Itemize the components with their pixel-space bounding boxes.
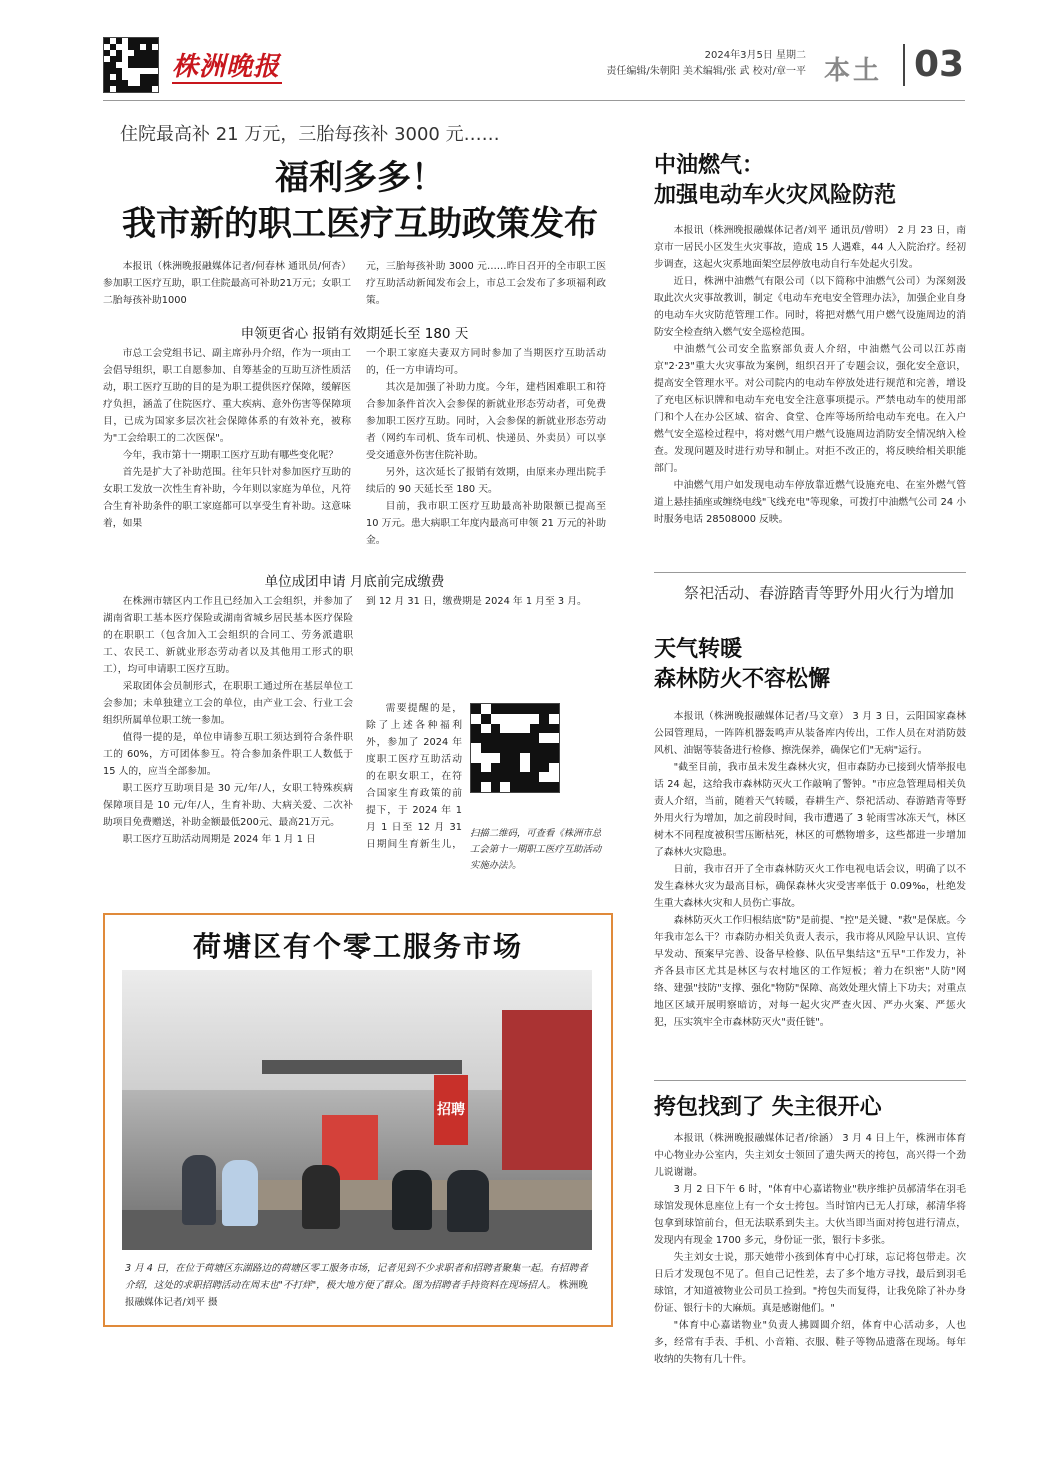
policy-qr-code[interactable] bbox=[470, 703, 560, 793]
qr-module bbox=[500, 743, 510, 753]
sec2-right-narrow: 需要提醒的是，除了上述各种福利外，参加了 2024 年度职工医疗互助活动的在职女职工，在符合国家生育政策的前提下，于 2024 年 1 月 1 日至 12 月 31 日期间生育新生儿， bbox=[366, 703, 462, 850]
fire-story-rule bbox=[654, 572, 966, 573]
qr-module bbox=[152, 86, 158, 92]
qr-module bbox=[481, 772, 491, 782]
qr-caption: 扫描二维码，可查看《株洲市总工会第十一期职工医疗互助活动实施办法》。 bbox=[470, 828, 602, 871]
qr-module bbox=[481, 753, 491, 763]
qr-module bbox=[510, 724, 520, 734]
sec1-right-column: 一个职工家庭夫妻双方同时参加了当期医疗互助活动的，任一方申请均可。 其次是加强了补助力度。今年，建档困难职工和符合参加条件首次入会参保的新就业形态劳动者，可免费参加职工医疗互助。同时，入会参保的新就业形态劳动者（网约车司机、货车司机、快递员、外卖员）可以享受交通意外伤害住院补助。 另外，这次延长了报销有效期，由原来办理出院手续后的 90 天延长至 180 天。 目前，我市职工医疗互助最高补助限额已提高至 10 万元。患大病职工年度内最高可申领 21 万元的补助金。 bbox=[366, 348, 607, 546]
qr-module bbox=[530, 743, 540, 753]
qr-module bbox=[539, 733, 549, 743]
qr-module bbox=[530, 782, 540, 792]
main-lead-right: 元，三胎每孩补助 3000 元……昨日召开的全市职工医疗互助活动新闻发布会上，市总工会发布了多项福利政策。 bbox=[366, 261, 606, 306]
qr-module bbox=[491, 733, 501, 743]
recruit-sign: 招聘 bbox=[434, 1075, 468, 1145]
masthead-rule bbox=[103, 100, 965, 101]
qr-module bbox=[549, 753, 559, 763]
qr-module bbox=[539, 753, 549, 763]
qr-module bbox=[500, 704, 510, 714]
qr-module bbox=[510, 772, 520, 782]
bag-body: 本报讯（株洲晚报融媒体记者/徐涵） 3 月 4 日上午，株洲市体育中心物业办公室内，失主刘女士领回了遗失两天的挎包，高兴得一个劲儿说谢谢。 3 月 2 日下午 6 时，"体育中心嘉诺物业"秩序维护员郝清华在羽毛球馆发现休息座位上有一个女士挎包。当时馆内已无人打球，郝清华将包拿到球馆前台，但无法联系到失主。大伙当即当面对挎包进行清点，发现内有现金 1700 多元，身份证一张，银行卡多张。 失主刘女士说，那天她带小孩到体育中心打球，忘记将包带走。次日后才发现包不见了。但自己记性差，去了多个地方寻找，最后到羽毛球馆，才知道被物业公司员工捡到。"挎包失而复得，让我免除了补办身份证、银行卡的大麻烦。真是感谢他们。" "体育中心嘉诺物业"负责人拂圆圆介绍，体育中心活动多，人也多，经常有手表、手机、小音箱、衣服、鞋子等物品遗落在现场。每年收纳的失物有几十件。 bbox=[654, 1133, 966, 1365]
qr-module bbox=[530, 733, 540, 743]
person-4 bbox=[392, 1170, 432, 1230]
qr-module bbox=[471, 724, 481, 734]
qr-module bbox=[520, 753, 530, 763]
qr-module bbox=[530, 714, 540, 724]
qr-module bbox=[520, 704, 530, 714]
qr-module bbox=[481, 724, 491, 734]
gas-body: 本报讯（株洲晚报融媒体记者/刘平 通讯员/曾明） 2 月 23 日，南京市一居民小区发生火灾事故，造成 15 人遇难，44 人入院治疗。经初步调查，这起火灾系地面架空层停放电动自行车处起火引发。 近日，株洲中油燃气有限公司（以下简称中油燃气公司）为深刻汲取此次火灾事故教训，制定《电动车充电安全管理办法》，加强企业自身的电动车火灾防范管理工作。同时，将把对燃气用户燃气设施周边的消防安全检查纳入燃气安全巡检范围。 中油燃气公司安全监察部负责人介绍，中油燃气公司以江苏南京"2·23"重大火灾事故为案例，组织召开了专题会议，强化安全意识，提高安全管理水平。对公司院内的电动车停放处进行规范和完善，增设了充电区标识牌和电动车充电安全注意事项提示。严禁电动车的使用部门和个人在办公区域、宿舍、食堂、仓库等场所给电动车充电。在入户燃气安全巡检过程中，将对燃气用户燃气设施周边消防安全情况纳入检查。发现问题及时进行劝导和制止。对拒不改正的，将反映给相关职能部门。 中油燃气用户如发现电动车停放靠近燃气设施充电、在室外燃气管道上悬挂插座或缠绕电线"飞线充电"等现象，可拨打中油燃气公司 24 小时服务电话 28508000 反映。 bbox=[654, 225, 966, 525]
photo-shelter-roof bbox=[262, 1060, 462, 1074]
qr-module bbox=[539, 724, 549, 734]
qr-module bbox=[539, 782, 549, 792]
qr-module bbox=[481, 704, 491, 714]
photo-story-title: 荷塘区有个零工服务市场 bbox=[192, 930, 523, 963]
fire-headline-1: 天气转暖 bbox=[654, 636, 743, 662]
qr-module bbox=[520, 733, 530, 743]
qr-module bbox=[510, 743, 520, 753]
date-line: 2024年3月5日 星期二 bbox=[704, 50, 806, 61]
photo-story-box bbox=[103, 913, 613, 1327]
qr-module bbox=[539, 772, 549, 782]
subhead-1: 申领更省心 报销有效期延长至 180 天 bbox=[240, 326, 469, 342]
qr-module bbox=[510, 782, 520, 792]
qr-module bbox=[491, 753, 501, 763]
person-2 bbox=[222, 1160, 258, 1226]
qr-module bbox=[500, 772, 510, 782]
person-5 bbox=[447, 1170, 489, 1232]
qr-module bbox=[530, 753, 540, 763]
gas-headline-1: 中油燃气： bbox=[654, 152, 765, 178]
person-1 bbox=[182, 1155, 216, 1225]
editors-line: 责任编辑/朱朝阳 美术编辑/张 武 校对/章一平 bbox=[606, 66, 806, 77]
qr-module bbox=[500, 782, 510, 792]
qr-module bbox=[549, 704, 559, 714]
qr-module bbox=[530, 772, 540, 782]
qr-module bbox=[549, 714, 559, 724]
photo-building bbox=[502, 1010, 592, 1170]
qr-module bbox=[549, 772, 559, 782]
qr-module bbox=[471, 743, 481, 753]
photo-credit: 株洲晚报融媒体记者/刘平 摄 bbox=[125, 1280, 588, 1308]
qr-module bbox=[481, 733, 491, 743]
qr-module bbox=[471, 753, 481, 763]
qr-module bbox=[491, 724, 501, 734]
main-headline-2: 我市新的职工医疗互助政策发布 bbox=[122, 204, 598, 244]
sec2-right-top: 到 12 月 31 日，缴费期是 2024 年 1 月至 3 月。 bbox=[366, 596, 587, 607]
qr-module bbox=[481, 714, 491, 724]
qr-module bbox=[510, 753, 520, 763]
qr-module bbox=[520, 782, 530, 792]
qr-module bbox=[549, 724, 559, 734]
qr-module bbox=[491, 743, 501, 753]
newspaper-logo: 株洲晚报 bbox=[172, 52, 281, 82]
masthead-qr-code[interactable] bbox=[103, 37, 159, 93]
qr-module bbox=[471, 704, 481, 714]
qr-module bbox=[491, 772, 501, 782]
qr-module bbox=[539, 763, 549, 773]
qr-module bbox=[471, 733, 481, 743]
bag-headline: 挎包找到了 失主很开心 bbox=[654, 1094, 882, 1120]
qr-module bbox=[500, 733, 510, 743]
masthead-meta bbox=[560, 48, 806, 80]
qr-module bbox=[471, 763, 481, 773]
photo-caption bbox=[125, 1260, 591, 1311]
qr-module bbox=[491, 782, 501, 792]
qr-module bbox=[481, 743, 491, 753]
qr-module bbox=[520, 772, 530, 782]
qr-module bbox=[510, 704, 520, 714]
qr-module bbox=[520, 763, 530, 773]
qr-module bbox=[510, 733, 520, 743]
qr-module bbox=[500, 724, 510, 734]
qr-module bbox=[481, 782, 491, 792]
section-divider bbox=[903, 44, 905, 86]
qr-module bbox=[520, 714, 530, 724]
section-name: 本土 bbox=[824, 56, 883, 86]
photo-caption-text: 3 月 4 日，在位于荷塘区东湖路边的荷塘区零工服务市场，记者见到不少求职者和招聘者聚集一起。有招聘者介绍，这处的求职招聘活动在周末也"不打烊"，极大地方便了群众。图为招聘者手持资料在现场招人。 bbox=[125, 1263, 588, 1291]
qr-module bbox=[510, 763, 520, 773]
qr-module bbox=[500, 763, 510, 773]
fire-body: 本报讯（株洲晚报融媒体记者/马文章） 3 月 3 日，云阳国家森林公园管理局，一阵阵机器轰鸣声从装备库内传出，工作人员在对消防鼓风机、油锯等装备进行检修、擦洗保养，确保它们"无病"运行。 "截至目前，我市虽未发生森林火灾，但市森防办已接到火情举报电话 24 起，这给我市森林防灭火工作敲响了警钟。"市应急管理局相关负责人介绍，当前，随着天气转暖，春耕生产、祭祀活动、春游踏青等野外用火行为增加，加之前段时间，我市遭遇了 3 轮雨雪冰冻天气，林区树木不同程度被积雪压断枯死，林区的可燃物增多，这些都进一步增加了森林火灾隐患。 日前，我市召开了全市森林防灭火工作电视电话会议，明确了以不发生森林火灾为最高目标，确保森林火灾受害率低于 0.09‰，杜绝发生重大森林火灾和人员伤亡事故。 森林防灭火工作归根结底"防"是前提、"控"是关键、"救"是保底。今年我市怎么干？市森防办相关负责人表示，我市将从风险早认识、宣传早发动、预案早完善、设备早检修、队伍早集结这"五早"工作发力，补齐各县市区尤其是林区与农村地区的工作短板；着力在织密"人防"网络、建强"技防"支撑、强化"物防"保障、高效处理火情上下功夫；对重点地区区域开展明察暗访，对每一起火灾严查火因、严办火案、严惩火犯，压实筑牢全市森林防灭火"责任链"。 bbox=[654, 711, 966, 1028]
qr-module bbox=[549, 743, 559, 753]
main-kicker: 住院最高补 21 万元，三胎每孩补 3000 元…… bbox=[120, 124, 500, 145]
bag-story-rule bbox=[654, 1080, 966, 1081]
qr-module bbox=[530, 763, 540, 773]
main-lead-left: 本报讯（株洲晚报融媒体记者/何春林 通讯员/何杏） 参加职工医疗互助，职工住院最高可补助21万元；女职工二胎每孩补助1000 bbox=[103, 261, 351, 306]
qr-module bbox=[471, 714, 481, 724]
qr-module bbox=[491, 763, 501, 773]
person-3 bbox=[302, 1165, 340, 1229]
qr-module bbox=[510, 714, 520, 724]
qr-module bbox=[549, 763, 559, 773]
logo-underline bbox=[172, 82, 282, 84]
qr-module bbox=[549, 782, 559, 792]
subhead-2: 单位成团申请 月底前完成缴费 bbox=[264, 574, 445, 590]
qr-module bbox=[539, 714, 549, 724]
fire-kicker: 祭祀活动、春游踏青等野外用火行为增加 bbox=[684, 584, 955, 602]
market-photo bbox=[122, 970, 592, 1250]
qr-module bbox=[530, 724, 540, 734]
page-number: 03 bbox=[914, 44, 965, 85]
qr-module bbox=[520, 743, 530, 753]
qr-module bbox=[539, 704, 549, 714]
sec1-left-column: 市总工会党组书记、副主席孙丹介绍，作为一项由工会倡导组织，职工自愿参加、自筹基金的互助互济性质活动，职工医疗互助的目的是为职工提供医疗保障，缓解医疗负担，涵盖了住院医疗、重大疾病、意外伤害等保障项目，已成为国家多层次社会保障体系的有效补充，被称为"工会给职工的二次医保"。 今年，我市第十一期职工医疗互助有哪些变化呢？ 首先是扩大了补助范围。往年只针对参加医疗互助的女职工发放一次性生育补助，今年则以家庭为单位，凡符合生育补助条件的职工家庭都可以享受生育补助。这意味着，如果 bbox=[103, 348, 351, 529]
qr-module bbox=[491, 704, 501, 714]
qr-module bbox=[539, 743, 549, 753]
qr-module bbox=[500, 714, 510, 724]
sec2-left-column: 在株洲市辖区内工作且已经加入工会组织，并参加了湖南省职工基本医疗保险或湖南省城乡居民基本医疗保险的在职职工（包含加入工会组织的合同工、劳务派遣职工、农民工、新就业形态劳动者以及其他用工形式的职工），均可申请职工医疗互助。 采取团体会员制形式，在职职工通过所在基层单位工会参加；未单独建立工会的单位，由产业工会、行业工会组织所属单位职工统一参加。 值得一提的是，单位申请参互职工须达到符合条件职工的 60%，方可团体参互。符合参加条件职工人数低于 15 人的，应当全部参加。 职工医疗互助项目是 30 元/年/人，女职工特殊疾病保障项目是 10 元/年/人，生育补助、大病关爱、二次补助项目免费赠送，补助金额最低200元、最高21万元。 职工医疗互助活动周期是 2024 年 1 月 1 日 bbox=[103, 596, 353, 845]
qr-module bbox=[471, 782, 481, 792]
qr-module bbox=[549, 733, 559, 743]
qr-module bbox=[500, 753, 510, 763]
gas-headline-2: 加强电动车火灾风险防范 bbox=[654, 182, 897, 208]
qr-module bbox=[491, 714, 501, 724]
fire-headline-2: 森林防火不容松懈 bbox=[654, 666, 831, 692]
qr-module bbox=[530, 704, 540, 714]
qr-module bbox=[471, 772, 481, 782]
qr-module bbox=[481, 763, 491, 773]
qr-module bbox=[520, 724, 530, 734]
main-headline-1: 福利多多！ bbox=[275, 158, 445, 198]
